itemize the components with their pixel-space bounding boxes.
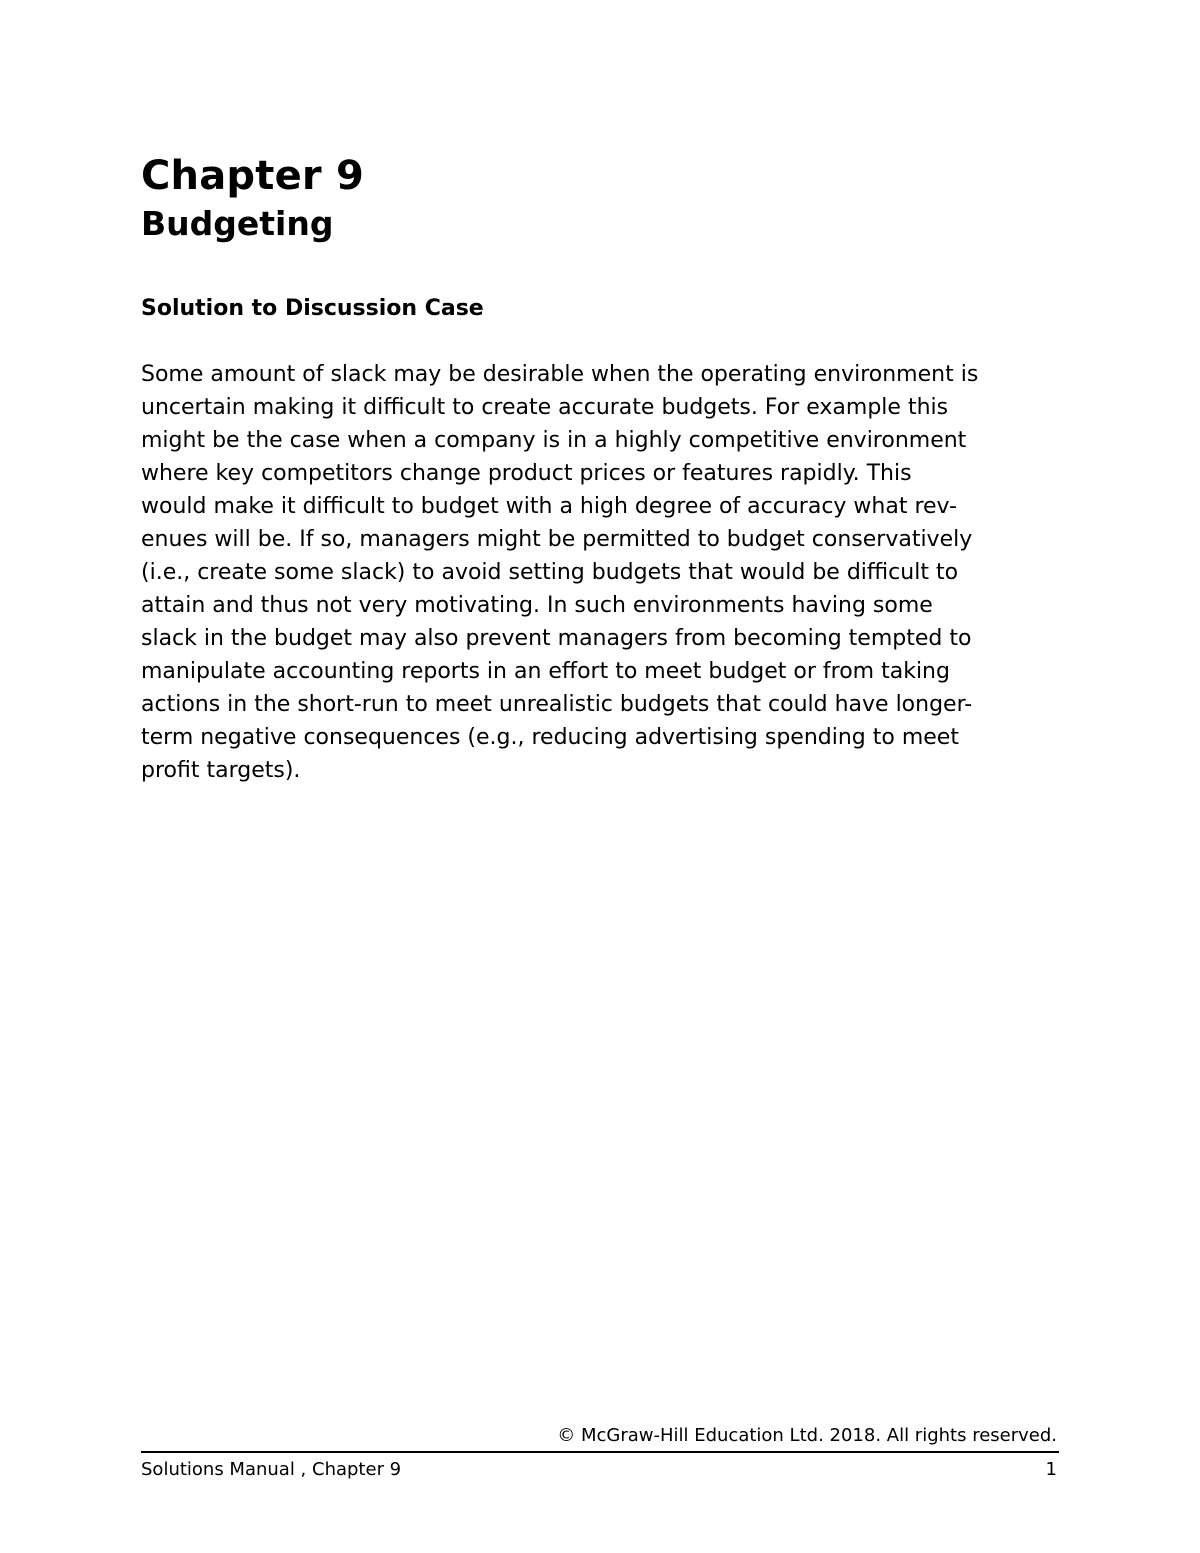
- body-line: attain and thus not very motivating. In such environments having some: [141, 593, 933, 618]
- section-heading: Solution to Discussion Case: [141, 296, 484, 321]
- page-number: 1: [1045, 1459, 1057, 1480]
- body-line: where key competitors change product prices or features rapidly. This: [141, 461, 912, 486]
- body-line: actions in the short-run to meet unrealistic budgets that could have longer-: [141, 692, 973, 717]
- body-paragraph: [141, 358, 1061, 787]
- body-line: term negative consequences (e.g., reducing advertising spending to meet: [141, 725, 959, 750]
- chapter-title: Chapter 9: [141, 153, 364, 199]
- body-line: would make it difficult to budget with a high degree of accuracy what rev-: [141, 494, 957, 519]
- body-line: might be the case when a company is in a highly competitive environment: [141, 428, 967, 453]
- body-line: manipulate accounting reports in an effort to meet budget or from taking: [141, 659, 950, 684]
- body-line: profit targets).: [141, 758, 301, 783]
- body-line: uncertain making it difficult to create accurate budgets. For example this: [141, 395, 949, 420]
- body-line: Some amount of slack may be desirable when the operating environment is: [141, 362, 979, 387]
- body-line: (i.e., create some slack) to avoid setting budgets that would be difficult to: [141, 560, 959, 585]
- page-content: [141, 150, 1061, 787]
- chapter-subtitle: Budgeting: [141, 204, 334, 243]
- footer-divider: [141, 1451, 1059, 1453]
- body-line: enues will be. If so, managers might be permitted to budget conservatively: [141, 527, 973, 552]
- copyright-notice: © McGraw-Hill Education Ltd. 2018. All rights reserved.: [557, 1425, 1057, 1446]
- body-line: slack in the budget may also prevent managers from becoming tempted to: [141, 626, 972, 651]
- footer-manual-label: Solutions Manual , Chapter 9: [141, 1459, 402, 1480]
